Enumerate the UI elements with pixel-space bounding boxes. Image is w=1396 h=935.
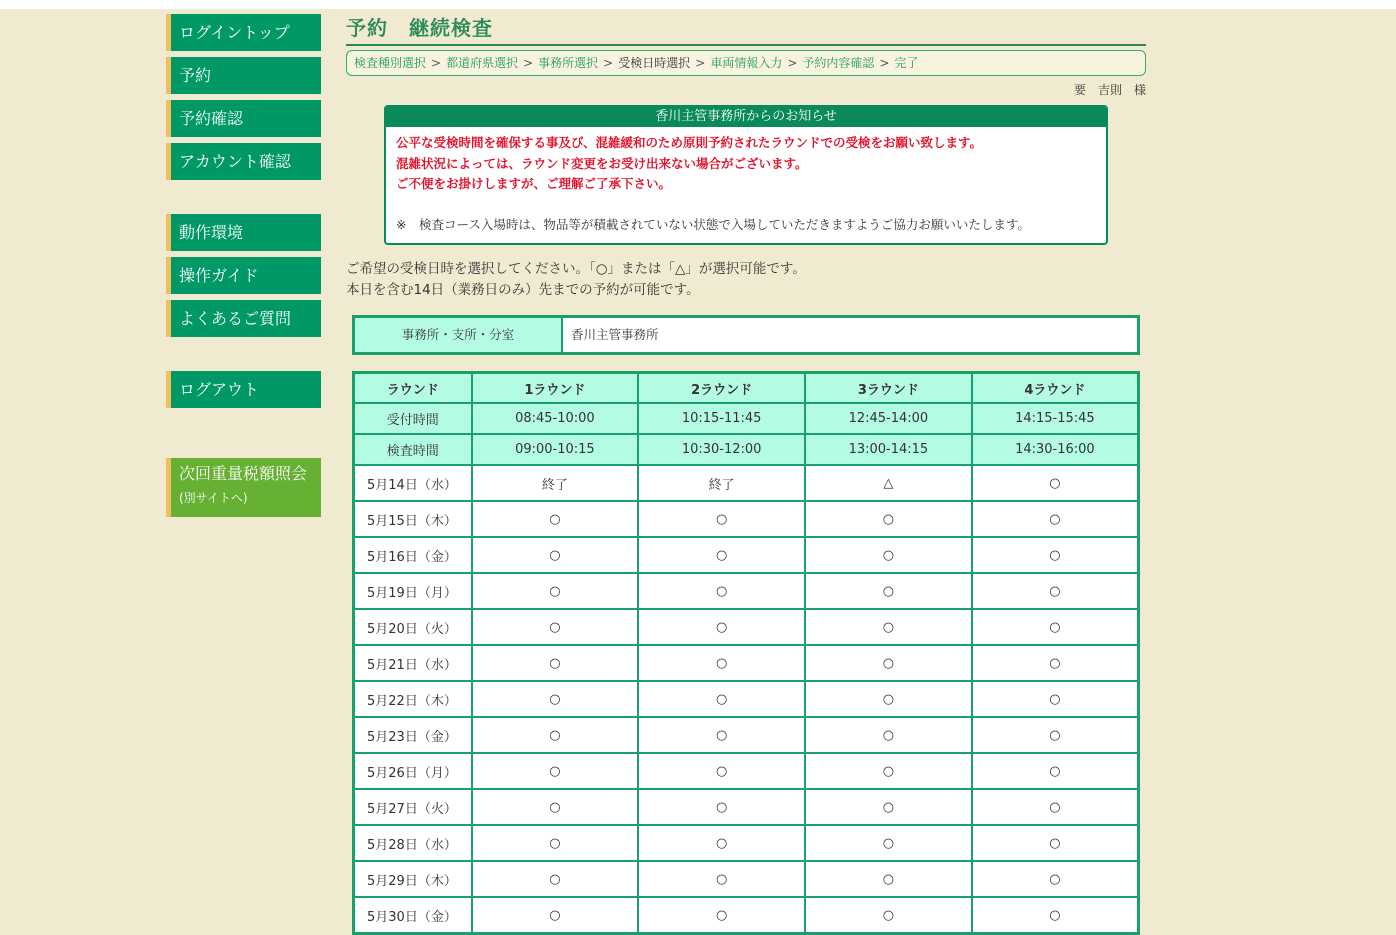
reception-time-row xyxy=(354,403,1139,434)
schedule-date: 5月16日（金） xyxy=(354,537,472,573)
slot-available[interactable]: ○ xyxy=(805,537,972,573)
notice-box xyxy=(384,105,1108,245)
breadcrumb-step: 検査種別選択 xyxy=(354,56,427,70)
schedule-row xyxy=(354,717,1139,753)
schedule-table xyxy=(352,371,1140,935)
slot-available[interactable]: ○ xyxy=(805,717,972,753)
notice-line: 混雑状況によっては、ラウンド変更をお受け出来ない場合がございます。 xyxy=(396,155,808,171)
breadcrumb-step: 都道府県選択 xyxy=(446,56,519,70)
slot-available[interactable]: ○ xyxy=(472,573,639,609)
nav-guide[interactable]: 操作ガイド xyxy=(166,257,321,294)
nav-logout[interactable]: ログアウト xyxy=(166,371,321,408)
notice-note: ※ 検査コース入場時は、物品等が積載されていない状態で入場していただきますようご協力お願いいたします。 xyxy=(396,216,1030,232)
breadcrumb-step: 完了 xyxy=(894,56,919,70)
time-cell: 09:00-10:15 xyxy=(472,434,639,465)
slot-available[interactable]: ○ xyxy=(972,789,1139,825)
breadcrumb-step: 車両情報入力 xyxy=(710,56,783,70)
time-cell: 14:15-15:45 xyxy=(972,403,1139,434)
time-cell: 14:30-16:00 xyxy=(972,434,1139,465)
schedule-date: 5月14日（水） xyxy=(354,465,472,501)
slot-available[interactable]: ○ xyxy=(972,645,1139,681)
user-name: 要 吉則 様 xyxy=(1073,83,1146,97)
office-value: 香川主管事務所 xyxy=(571,327,659,342)
round-header-cell: 3ラウンド xyxy=(805,373,972,404)
slot-available[interactable]: ○ xyxy=(638,681,805,717)
slot-available[interactable]: ○ xyxy=(638,717,805,753)
slot-available[interactable]: ○ xyxy=(972,897,1139,934)
slot-available[interactable]: ○ xyxy=(638,609,805,645)
schedule-date: 5月28日（水） xyxy=(354,825,472,861)
slot-available[interactable]: ○ xyxy=(972,681,1139,717)
slot-available[interactable]: ○ xyxy=(472,501,639,537)
slot-available[interactable]: △ xyxy=(805,465,972,501)
weight-tax-label: 次回重量税額照会 xyxy=(179,464,308,483)
slot-available[interactable]: ○ xyxy=(805,897,972,934)
office-info xyxy=(352,315,1140,355)
schedule-row xyxy=(354,825,1139,861)
notice-line: 公平な受検時間を確保する事及び、混雑緩和のため原則予約されたラウンドでの受検をお願い致します。 xyxy=(396,135,983,150)
time-cell: 10:15-11:45 xyxy=(638,403,805,434)
breadcrumb-sep: > xyxy=(603,56,614,70)
schedule-date: 5月29日（木） xyxy=(354,861,472,897)
time-cell: 10:30-12:00 xyxy=(638,434,805,465)
slot-available[interactable]: ○ xyxy=(805,681,972,717)
schedule-date: 5月26日（月） xyxy=(354,753,472,789)
instruction-line: 本日を含む14日（業務日のみ）先までの予約が可能です。 xyxy=(346,282,700,298)
time-cell: 13:00-14:15 xyxy=(805,434,972,465)
schedule-date: 5月19日（月） xyxy=(354,573,472,609)
slot-available[interactable]: ○ xyxy=(972,825,1139,861)
slot-available[interactable]: ○ xyxy=(472,861,639,897)
breadcrumb-step-current: 受検日時選択 xyxy=(618,56,691,70)
round-header-cell: 2ラウンド xyxy=(638,373,805,404)
nav-reservation-confirm[interactable]: 予約確認 xyxy=(166,100,321,137)
office-label: 事務所・支所・分室 xyxy=(355,318,563,352)
round-header-cell: ラウンド xyxy=(354,373,472,404)
schedule-date: 5月15日（木） xyxy=(354,501,472,537)
slot-available[interactable]: ○ xyxy=(972,753,1139,789)
slot-available[interactable]: ○ xyxy=(972,861,1139,897)
slot-available[interactable]: ○ xyxy=(805,789,972,825)
schedule-date: 5月20日（火） xyxy=(354,609,472,645)
round-header-row xyxy=(354,373,1139,404)
breadcrumb-sep: > xyxy=(695,56,706,70)
slot-available[interactable]: ○ xyxy=(638,825,805,861)
nav-weight-tax-link[interactable] xyxy=(166,458,321,517)
nav-login-top[interactable]: ログイントップ xyxy=(166,14,321,51)
round-header-cell: 4ラウンド xyxy=(972,373,1139,404)
slot-available[interactable]: ○ xyxy=(638,537,805,573)
schedule-row xyxy=(354,897,1139,934)
slot-available[interactable]: ○ xyxy=(972,609,1139,645)
schedule-row xyxy=(354,681,1139,717)
schedule-row xyxy=(354,573,1139,609)
slot-closed: 終了 xyxy=(638,465,805,501)
nav-faq[interactable]: よくあるご質問 xyxy=(166,300,321,337)
notice-body xyxy=(386,127,1106,243)
breadcrumb-sep: > xyxy=(787,56,798,70)
slot-available[interactable]: ○ xyxy=(472,645,639,681)
time-cell: 受付時間 xyxy=(354,403,472,434)
slot-available[interactable]: ○ xyxy=(472,609,639,645)
weight-tax-sub: (別サイトへ) xyxy=(179,491,248,505)
breadcrumb-sep: > xyxy=(879,56,890,70)
nav-reservation[interactable]: 予約 xyxy=(166,57,321,94)
breadcrumb-sep: > xyxy=(431,56,442,70)
slot-available[interactable]: ○ xyxy=(638,645,805,681)
time-cell: 検査時間 xyxy=(354,434,472,465)
inspection-time-row xyxy=(354,434,1139,465)
schedule-date: 5月27日（火） xyxy=(354,789,472,825)
slot-available[interactable]: ○ xyxy=(472,825,639,861)
slot-available[interactable]: ○ xyxy=(472,537,639,573)
slot-available[interactable]: ○ xyxy=(972,501,1139,537)
slot-available[interactable]: ○ xyxy=(805,609,972,645)
slot-available[interactable]: ○ xyxy=(972,717,1139,753)
breadcrumb-step: 予約内容確認 xyxy=(802,56,875,70)
nav-environment[interactable]: 動作環境 xyxy=(166,214,321,251)
schedule-row xyxy=(354,861,1139,897)
slot-available[interactable]: ○ xyxy=(472,717,639,753)
slot-available[interactable]: ○ xyxy=(638,573,805,609)
instructions xyxy=(346,259,1146,301)
top-bar xyxy=(0,0,1396,9)
schedule-date: 5月22日（木） xyxy=(354,681,472,717)
notice-line: ご不便をお掛けしますが、ご理解ご了承下さい。 xyxy=(396,176,672,191)
slot-available[interactable]: ○ xyxy=(972,537,1139,573)
round-header-cell: 1ラウンド xyxy=(472,373,639,404)
schedule-date: 5月21日（水） xyxy=(354,645,472,681)
slot-available[interactable]: ○ xyxy=(972,465,1139,501)
schedule-date: 5月30日（金） xyxy=(354,897,472,934)
schedule-date: 5月23日（金） xyxy=(354,717,472,753)
slot-available[interactable]: ○ xyxy=(472,753,639,789)
slot-available[interactable]: ○ xyxy=(638,501,805,537)
slot-available[interactable]: ○ xyxy=(472,897,639,934)
time-cell: 08:45-10:00 xyxy=(472,403,639,434)
main-content xyxy=(346,14,1146,935)
page-title: 予約 継続検査 xyxy=(346,14,1146,46)
time-cell: 12:45-14:00 xyxy=(805,403,972,434)
slot-available[interactable]: ○ xyxy=(638,753,805,789)
slot-available[interactable]: ○ xyxy=(638,861,805,897)
schedule-row xyxy=(354,789,1139,825)
slot-available[interactable]: ○ xyxy=(805,645,972,681)
slot-available[interactable]: ○ xyxy=(472,681,639,717)
breadcrumb-step: 事務所選択 xyxy=(538,56,599,70)
slot-available[interactable]: ○ xyxy=(805,861,972,897)
schedule-row xyxy=(354,609,1139,645)
notice-title: 香川主管事務所からのお知らせ xyxy=(386,107,1106,127)
slot-available[interactable]: ○ xyxy=(805,753,972,789)
sidebar xyxy=(166,14,321,523)
nav-account-confirm[interactable]: アカウント確認 xyxy=(166,143,321,180)
breadcrumb xyxy=(346,50,1146,76)
slot-closed: 終了 xyxy=(472,465,639,501)
slot-available[interactable]: ○ xyxy=(805,501,972,537)
slot-available[interactable]: ○ xyxy=(472,789,639,825)
slot-available[interactable]: ○ xyxy=(805,825,972,861)
schedule-row xyxy=(354,753,1139,789)
slot-available[interactable]: ○ xyxy=(638,789,805,825)
schedule-row xyxy=(354,465,1139,501)
schedule-row xyxy=(354,501,1139,537)
instruction-line: ご希望の受検日時を選択してください。「○」または「△」が選択可能です。 xyxy=(346,261,806,277)
slot-available[interactable]: ○ xyxy=(972,573,1139,609)
breadcrumb-sep: > xyxy=(523,56,534,70)
schedule-row xyxy=(354,645,1139,681)
schedule-row xyxy=(354,537,1139,573)
slot-available[interactable]: ○ xyxy=(805,573,972,609)
slot-available[interactable]: ○ xyxy=(638,897,805,934)
